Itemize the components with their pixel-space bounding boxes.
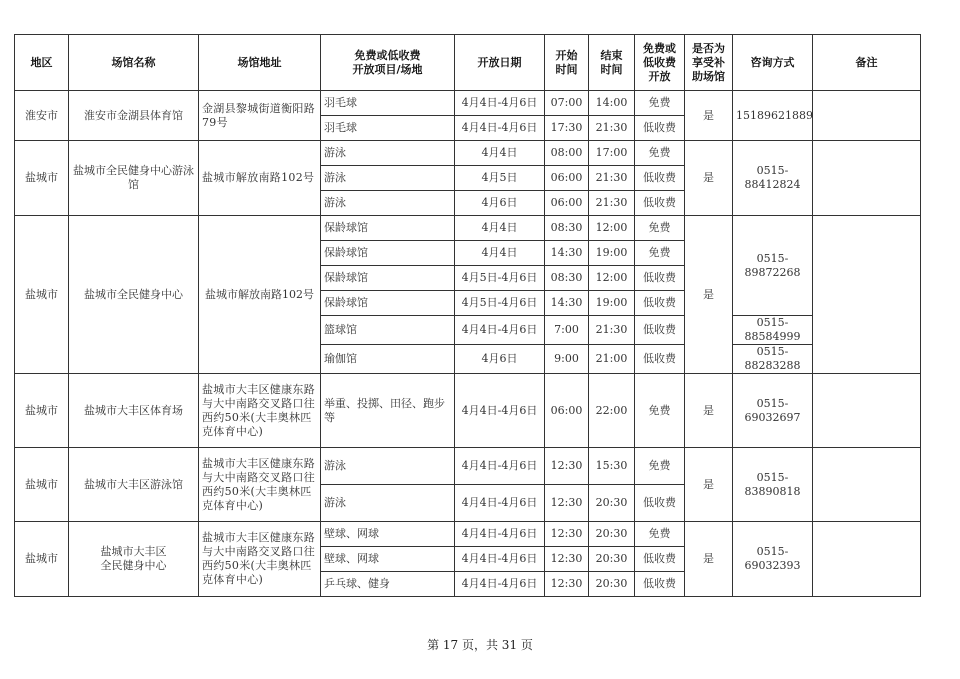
fee-cell: 免费 (635, 141, 685, 166)
start-time-cell: 12:30 (545, 485, 589, 522)
dates-cell: 4月4日-4月6日 (455, 522, 545, 547)
start-time-cell: 12:30 (545, 448, 589, 485)
region-cell: 淮安市 (15, 91, 69, 141)
end-time-cell: 21:30 (589, 116, 635, 141)
dates-cell: 4月5日 (455, 166, 545, 191)
fee-cell: 低收费 (635, 116, 685, 141)
fee-cell: 免费 (635, 216, 685, 241)
header-project: 免费或低收费 开放项目/场地 (321, 35, 455, 91)
contact-cell: 0515-88412824 (733, 141, 813, 216)
fee-cell: 低收费 (635, 547, 685, 572)
dates-cell: 4月4日-4月6日 (455, 547, 545, 572)
contact-cell: 0515-88283288 (733, 345, 813, 374)
end-time-cell: 15:30 (589, 448, 635, 485)
start-time-cell: 14:30 (545, 291, 589, 316)
start-time-cell: 07:00 (545, 91, 589, 116)
end-time-cell: 12:00 (589, 216, 635, 241)
dates-cell: 4月4日-4月6日 (455, 485, 545, 522)
region-cell: 盐城市 (15, 374, 69, 448)
end-time-cell: 19:00 (589, 241, 635, 266)
notes-cell (813, 374, 921, 448)
venue-name-cell: 盐城市全民健身中心游泳馆 (69, 141, 199, 216)
project-cell: 举重、投掷、田径、跑步等 (321, 374, 455, 448)
dates-cell: 4月4日-4月6日 (455, 116, 545, 141)
start-time-cell: 7:00 (545, 316, 589, 345)
dates-cell: 4月4日-4月6日 (455, 572, 545, 597)
notes-cell (813, 141, 921, 216)
start-time-cell: 08:30 (545, 216, 589, 241)
fee-cell: 免费 (635, 374, 685, 448)
notes-cell (813, 448, 921, 522)
fee-cell: 免费 (635, 241, 685, 266)
start-time-cell: 12:30 (545, 572, 589, 597)
contact-cell: 0515-69032697 (733, 374, 813, 448)
header-region: 地区 (15, 35, 69, 91)
start-time-cell: 06:00 (545, 191, 589, 216)
end-time-cell: 21:00 (589, 345, 635, 374)
start-time-cell: 08:30 (545, 266, 589, 291)
project-cell: 羽毛球 (321, 116, 455, 141)
dates-cell: 4月4日 (455, 241, 545, 266)
project-cell: 篮球馆 (321, 316, 455, 345)
header-contact: 咨询方式 (733, 35, 813, 91)
fee-cell: 低收费 (635, 485, 685, 522)
page-number: 第 17 页，共 31 页 (427, 638, 533, 652)
end-time-cell: 20:30 (589, 485, 635, 522)
notes-cell (813, 216, 921, 374)
start-time-cell: 12:30 (545, 522, 589, 547)
end-time-cell: 21:30 (589, 316, 635, 345)
end-time-cell: 19:00 (589, 291, 635, 316)
venue-address-cell: 盐城市大丰区健康东路与大中南路交叉路口往西约50米(大丰奥林匹克体育中心) (199, 448, 321, 522)
project-cell: 瑜伽馆 (321, 345, 455, 374)
start-time-cell: 06:00 (545, 374, 589, 448)
project-cell: 保龄球馆 (321, 291, 455, 316)
end-time-cell: 17:00 (589, 141, 635, 166)
notes-cell (813, 522, 921, 597)
dates-cell: 4月6日 (455, 345, 545, 374)
fee-cell: 低收费 (635, 291, 685, 316)
project-cell: 游泳 (321, 485, 455, 522)
contact-cell: 0515-89872268 (733, 216, 813, 316)
venue-name-cell: 盐城市大丰区 全民健身中心 (69, 522, 199, 597)
venue-address-cell: 盐城市大丰区健康东路与大中南路交叉路口往西约50米(大丰奥林匹克体育中心) (199, 522, 321, 597)
subsidy-cell: 是 (685, 141, 733, 216)
venue-name-cell: 盐城市大丰区游泳馆 (69, 448, 199, 522)
contact-cell: 0515-69032393 (733, 522, 813, 597)
contact-cell: 0515-83890818 (733, 448, 813, 522)
fee-cell: 低收费 (635, 166, 685, 191)
fee-cell: 低收费 (635, 345, 685, 374)
subsidy-cell: 是 (685, 448, 733, 522)
start-time-cell: 14:30 (545, 241, 589, 266)
start-time-cell: 9:00 (545, 345, 589, 374)
project-cell: 保龄球馆 (321, 266, 455, 291)
table-row (15, 216, 921, 241)
subsidy-cell: 是 (685, 522, 733, 597)
contact-cell: 15189621889 (733, 91, 813, 141)
region-cell: 盐城市 (15, 141, 69, 216)
region-cell: 盐城市 (15, 522, 69, 597)
start-time-cell: 12:30 (545, 547, 589, 572)
project-cell: 游泳 (321, 141, 455, 166)
dates-cell: 4月6日 (455, 191, 545, 216)
region-cell: 盐城市 (15, 216, 69, 374)
header-start-time: 开始 时间 (545, 35, 589, 91)
end-time-cell: 21:30 (589, 191, 635, 216)
header-subsidy: 是否为 享受补 助场馆 (685, 35, 733, 91)
dates-cell: 4月4日-4月6日 (455, 448, 545, 485)
dates-cell: 4月4日 (455, 141, 545, 166)
end-time-cell: 20:30 (589, 522, 635, 547)
end-time-cell: 20:30 (589, 572, 635, 597)
table-row (15, 91, 921, 116)
dates-cell: 4月5日-4月6日 (455, 266, 545, 291)
header-venue-address: 场馆地址 (199, 35, 321, 91)
fee-cell: 免费 (635, 91, 685, 116)
project-cell: 壁球、网球 (321, 547, 455, 572)
dates-cell: 4月4日-4月6日 (455, 91, 545, 116)
header-notes: 备注 (813, 35, 921, 91)
venue-name-cell: 淮安市金湖县体育馆 (69, 91, 199, 141)
venue-address-cell: 盐城市解放南路102号 (199, 216, 321, 374)
dates-cell: 4月5日-4月6日 (455, 291, 545, 316)
header-end-time: 结束 时间 (589, 35, 635, 91)
venue-address-cell: 金湖县黎城街道衡阳路79号 (199, 91, 321, 141)
project-cell: 游泳 (321, 448, 455, 485)
venue-address-cell: 盐城市解放南路102号 (199, 141, 321, 216)
table-header-row (15, 35, 921, 91)
fee-cell: 低收费 (635, 191, 685, 216)
project-cell: 乒乓球、健身 (321, 572, 455, 597)
end-time-cell: 21:30 (589, 166, 635, 191)
end-time-cell: 12:00 (589, 266, 635, 291)
end-time-cell: 14:00 (589, 91, 635, 116)
contact-cell: 0515-88584999 (733, 316, 813, 345)
table-row (15, 374, 921, 448)
fee-cell: 低收费 (635, 266, 685, 291)
table-row (15, 448, 921, 485)
venue-name-cell: 盐城市全民健身中心 (69, 216, 199, 374)
start-time-cell: 08:00 (545, 141, 589, 166)
header-fee-type: 免费或 低收费 开放 (635, 35, 685, 91)
fee-cell: 免费 (635, 522, 685, 547)
project-cell: 壁球、网球 (321, 522, 455, 547)
end-time-cell: 22:00 (589, 374, 635, 448)
fee-cell: 免费 (635, 448, 685, 485)
notes-cell (813, 91, 921, 141)
project-cell: 游泳 (321, 166, 455, 191)
dates-cell: 4月4日-4月6日 (455, 374, 545, 448)
venue-table (14, 34, 921, 597)
header-venue-name: 场馆名称 (69, 35, 199, 91)
start-time-cell: 06:00 (545, 166, 589, 191)
subsidy-cell: 是 (685, 216, 733, 374)
fee-cell: 低收费 (635, 572, 685, 597)
project-cell: 羽毛球 (321, 91, 455, 116)
project-cell: 游泳 (321, 191, 455, 216)
subsidy-cell: 是 (685, 91, 733, 141)
end-time-cell: 20:30 (589, 547, 635, 572)
project-cell: 保龄球馆 (321, 216, 455, 241)
header-open-dates: 开放日期 (455, 35, 545, 91)
fee-cell: 低收费 (635, 316, 685, 345)
start-time-cell: 17:30 (545, 116, 589, 141)
table-row (15, 522, 921, 547)
dates-cell: 4月4日 (455, 216, 545, 241)
dates-cell: 4月4日-4月6日 (455, 316, 545, 345)
table-row (15, 141, 921, 166)
subsidy-cell: 是 (685, 374, 733, 448)
project-cell: 保龄球馆 (321, 241, 455, 266)
region-cell: 盐城市 (15, 448, 69, 522)
venue-address-cell: 盐城市大丰区健康东路与大中南路交叉路口往西约50米(大丰奥林匹克体育中心) (199, 374, 321, 448)
venue-name-cell: 盐城市大丰区体育场 (69, 374, 199, 448)
